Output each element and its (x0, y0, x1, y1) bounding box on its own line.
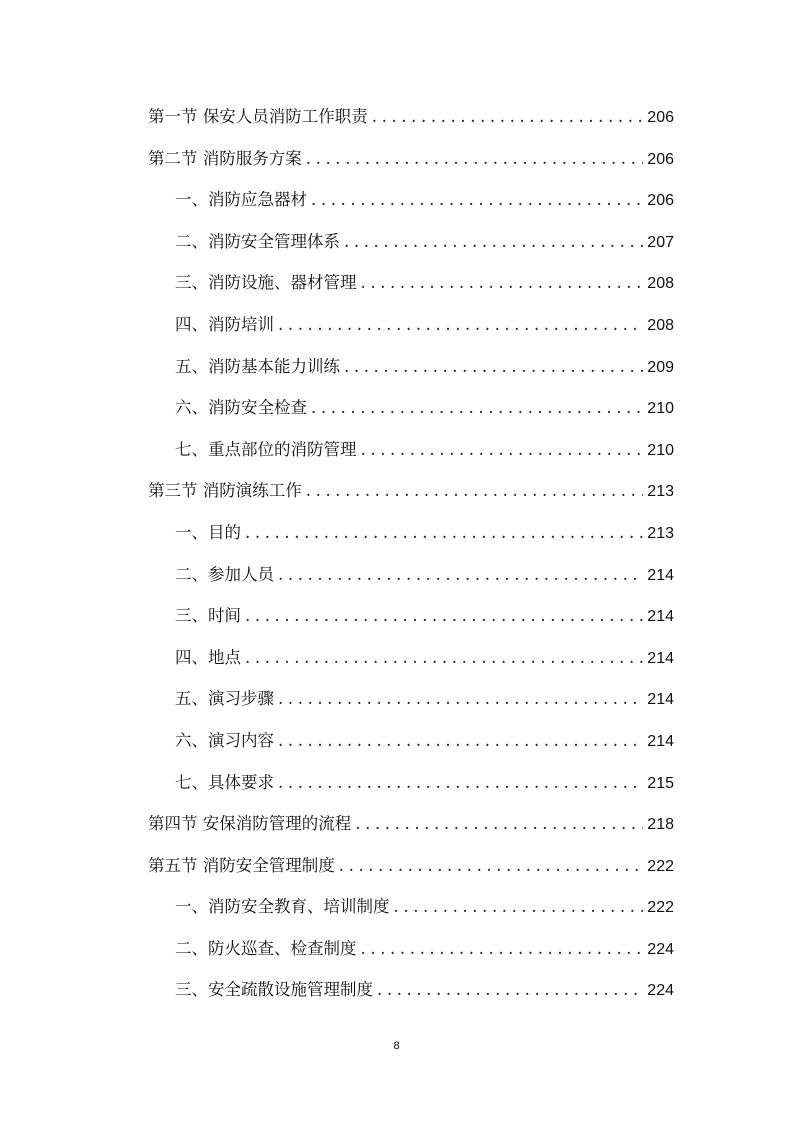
toc-entry[interactable] (148, 554, 674, 596)
toc-entry-label: 一、目的 (175, 522, 241, 542)
toc-entry-page: 213 (647, 483, 674, 501)
toc-entry[interactable] (148, 346, 674, 388)
toc-leader-dots (278, 720, 643, 762)
toc-leader-dots (311, 179, 643, 221)
toc-entry-page: 208 (647, 275, 674, 293)
toc-entry-page: 213 (647, 524, 674, 542)
toc-entry-label: 四、地点 (175, 647, 241, 667)
toc-entry[interactable] (148, 720, 674, 762)
toc-entry-page: 214 (647, 608, 674, 626)
toc-entry[interactable] (148, 221, 674, 263)
toc-entry-label: 第一节 保安人员消防工作职责 (148, 107, 368, 126)
table-of-contents (148, 96, 674, 1011)
toc-leader-dots (278, 762, 643, 804)
toc-entry-page: 206 (647, 150, 674, 168)
toc-leader-dots (361, 429, 644, 471)
toc-leader-dots (245, 595, 643, 637)
toc-entry-page: 224 (647, 940, 674, 958)
toc-entry[interactable] (148, 387, 674, 429)
toc-entry-label: 一、消防安全教育、培训制度 (175, 897, 390, 917)
toc-entry[interactable] (148, 803, 674, 845)
toc-entry-page: 218 (647, 816, 674, 834)
toc-entry[interactable] (148, 637, 674, 679)
toc-entry[interactable] (148, 470, 674, 512)
toc-entry-page: 207 (647, 233, 674, 251)
toc-entry[interactable] (148, 886, 674, 928)
toc-leader-dots (278, 678, 643, 720)
toc-entry-label: 第五节 消防安全管理制度 (148, 855, 335, 875)
toc-leader-dots (361, 928, 644, 970)
toc-entry-label: 第二节 消防服务方案 (148, 148, 302, 168)
toc-entry-page: 222 (647, 899, 674, 917)
toc-entry[interactable] (148, 304, 674, 346)
toc-entry[interactable] (148, 179, 674, 221)
toc-entry-label: 三、消防设施、器材管理 (175, 273, 357, 293)
toc-entry[interactable] (148, 138, 674, 180)
toc-leader-dots (372, 96, 644, 138)
toc-entry-page: 210 (647, 400, 674, 418)
toc-leader-dots (306, 138, 644, 180)
toc-entry-page: 214 (647, 649, 674, 667)
toc-leader-dots (377, 969, 643, 1011)
toc-entry[interactable] (148, 928, 674, 970)
toc-entry[interactable] (148, 429, 674, 471)
toc-entry-label: 三、时间 (175, 606, 241, 626)
toc-leader-dots (344, 221, 643, 263)
toc-entry-label: 四、消防培训 (175, 314, 274, 334)
toc-entry-label: 七、具体要求 (175, 772, 274, 792)
toc-entry-label: 一、消防应急器材 (175, 190, 307, 210)
toc-entry[interactable] (148, 762, 674, 804)
toc-entry[interactable] (148, 969, 674, 1011)
toc-leader-dots (339, 845, 644, 887)
toc-entry-label: 六、演习内容 (175, 730, 274, 750)
toc-entry-page: 206 (647, 192, 674, 210)
toc-leader-dots (344, 346, 643, 388)
toc-entry-page: 209 (647, 358, 674, 376)
toc-entry[interactable] (148, 512, 674, 554)
toc-leader-dots (278, 304, 643, 346)
toc-entry-page: 214 (647, 691, 674, 709)
toc-entry-label: 五、演习步骤 (175, 689, 274, 709)
toc-leader-dots (245, 637, 643, 679)
toc-leader-dots (361, 262, 644, 304)
toc-entry-label: 第四节 安保消防管理的流程 (148, 814, 352, 834)
toc-entry-label: 三、安全疏散设施管理制度 (175, 980, 373, 1000)
toc-entry-page: 208 (647, 316, 674, 334)
toc-entry[interactable] (148, 262, 674, 304)
toc-entry[interactable] (148, 845, 674, 887)
toc-entry-page: 224 (647, 982, 674, 1000)
toc-entry-label: 五、消防基本能力训练 (175, 356, 340, 376)
toc-entry-page: 206 (647, 109, 674, 126)
toc-entry-label: 二、消防安全管理体系 (175, 231, 340, 251)
toc-entry-page: 214 (647, 732, 674, 750)
toc-leader-dots (245, 512, 643, 554)
toc-entry-label: 七、重点部位的消防管理 (175, 439, 357, 459)
toc-leader-dots (355, 803, 643, 845)
toc-entry[interactable] (148, 595, 674, 637)
toc-entry-page: 210 (647, 441, 674, 459)
toc-entry-label: 第三节 消防演练工作 (148, 481, 302, 501)
toc-entry-page: 215 (647, 774, 674, 792)
toc-entry-page: 222 (647, 857, 674, 875)
toc-entry[interactable] (148, 678, 674, 720)
toc-leader-dots (306, 470, 644, 512)
toc-entry[interactable] (148, 96, 674, 138)
toc-leader-dots (278, 554, 643, 596)
toc-leader-dots (394, 886, 644, 928)
toc-entry-label: 二、参加人员 (175, 564, 274, 584)
toc-entry-page: 214 (647, 566, 674, 584)
page-number: 8 (393, 1040, 400, 1052)
toc-leader-dots (311, 387, 643, 429)
toc-entry-label: 二、防火巡查、检查制度 (175, 938, 357, 958)
toc-entry-label: 六、消防安全检查 (175, 398, 307, 418)
